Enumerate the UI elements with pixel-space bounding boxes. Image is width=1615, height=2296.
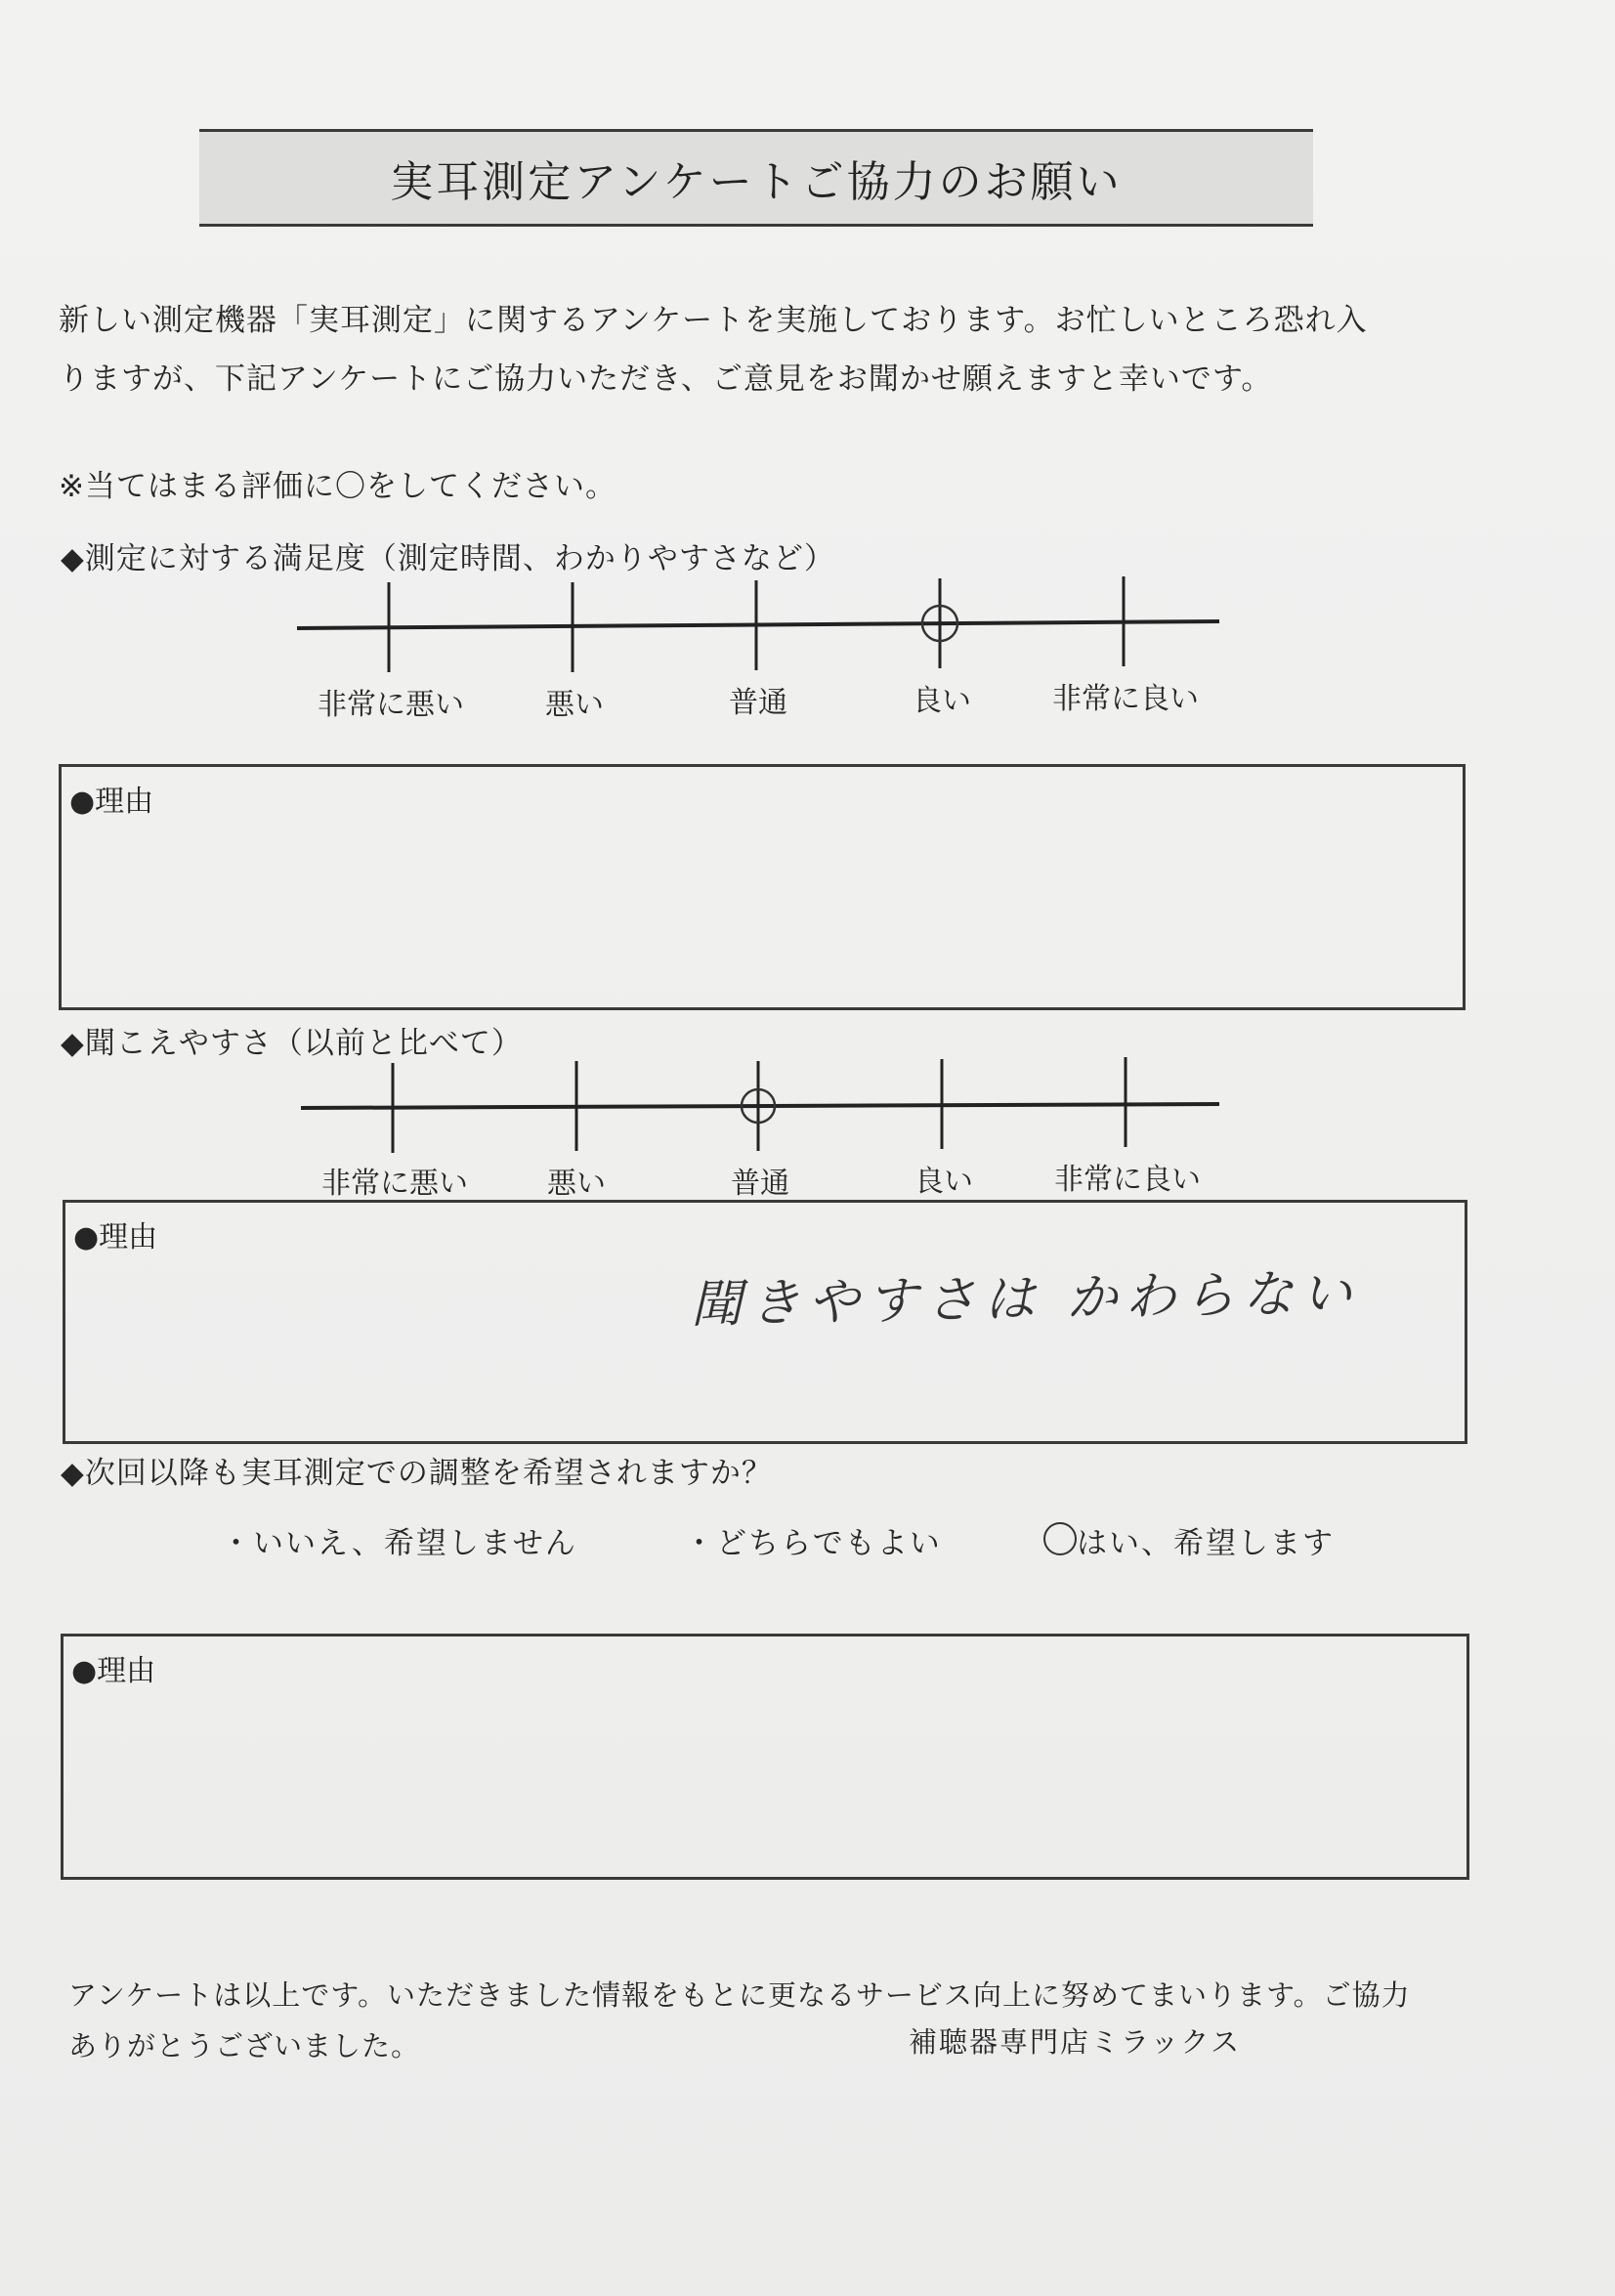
q2-label-0: 非常に悪い — [321, 1167, 468, 1201]
q1-label-0: 非常に悪い — [318, 688, 464, 722]
q1-label-3: 良い — [913, 684, 971, 718]
q3-option-either[interactable]: ・どちらでもよい — [684, 1526, 942, 1561]
intro-line-2: りますが、下記アンケートにご協力いただき、ご意見をお聞かせ願えますと幸いです。 — [59, 361, 1273, 397]
q2-reason-box[interactable] — [63, 1200, 1467, 1444]
q2-label-1: 悪い — [547, 1167, 606, 1201]
q2-label-2: 普通 — [731, 1167, 789, 1201]
q3-heading: ◆次回以降も実耳測定での調整を希望されますか？ — [61, 1456, 773, 1491]
q1-label-2: 普通 — [729, 686, 787, 720]
closing-line-1: アンケートは以上です。いただきました情報をもとに更なるサービス向上に努めてまいります。ご協力 — [68, 1978, 1411, 2012]
q2-label-4: 非常に良い — [1054, 1163, 1201, 1197]
q2-reason-label: ●理由 — [73, 1220, 158, 1254]
q3-option-yes[interactable]: はい、希望します — [1077, 1526, 1335, 1561]
q2-label-3: 良い — [914, 1165, 973, 1199]
q3-option-no[interactable]: ・いいえ、希望しません — [221, 1526, 577, 1561]
q1-heading: ◆測定に対する満足度（測定時間、わかりやすさなど） — [61, 541, 835, 576]
q2-heading: ◆聞こえやすさ（以前と比べて） — [61, 1026, 523, 1061]
q3-reason-label: ●理由 — [71, 1654, 156, 1688]
q2-handwritten-reason: 聞きやすさは かわらない — [690, 1264, 1361, 1335]
q1-label-1: 悪い — [545, 688, 604, 722]
closing-line-2: ありがとうございました。 — [68, 2029, 421, 2062]
intro-line-1: 新しい測定機器「実耳測定」に関するアンケートを実施しております。お忙しいところ恐れ入 — [59, 303, 1368, 338]
shop-name: 補聴器専門店ミラックス — [909, 2025, 1242, 2059]
q1-reason-label: ●理由 — [69, 785, 154, 819]
q3-selection-circle — [1043, 1522, 1077, 1555]
closing-text — [68, 1970, 1475, 2071]
page-title: 実耳測定アンケートご協力のお願い — [390, 157, 1123, 207]
q3-reason-box[interactable] — [61, 1634, 1469, 1880]
q2-scale-line — [301, 1104, 1219, 1108]
instruction-note: ※当てはまる評価に〇をしてください。 — [59, 469, 616, 504]
q1-label-4: 非常に良い — [1052, 682, 1199, 716]
